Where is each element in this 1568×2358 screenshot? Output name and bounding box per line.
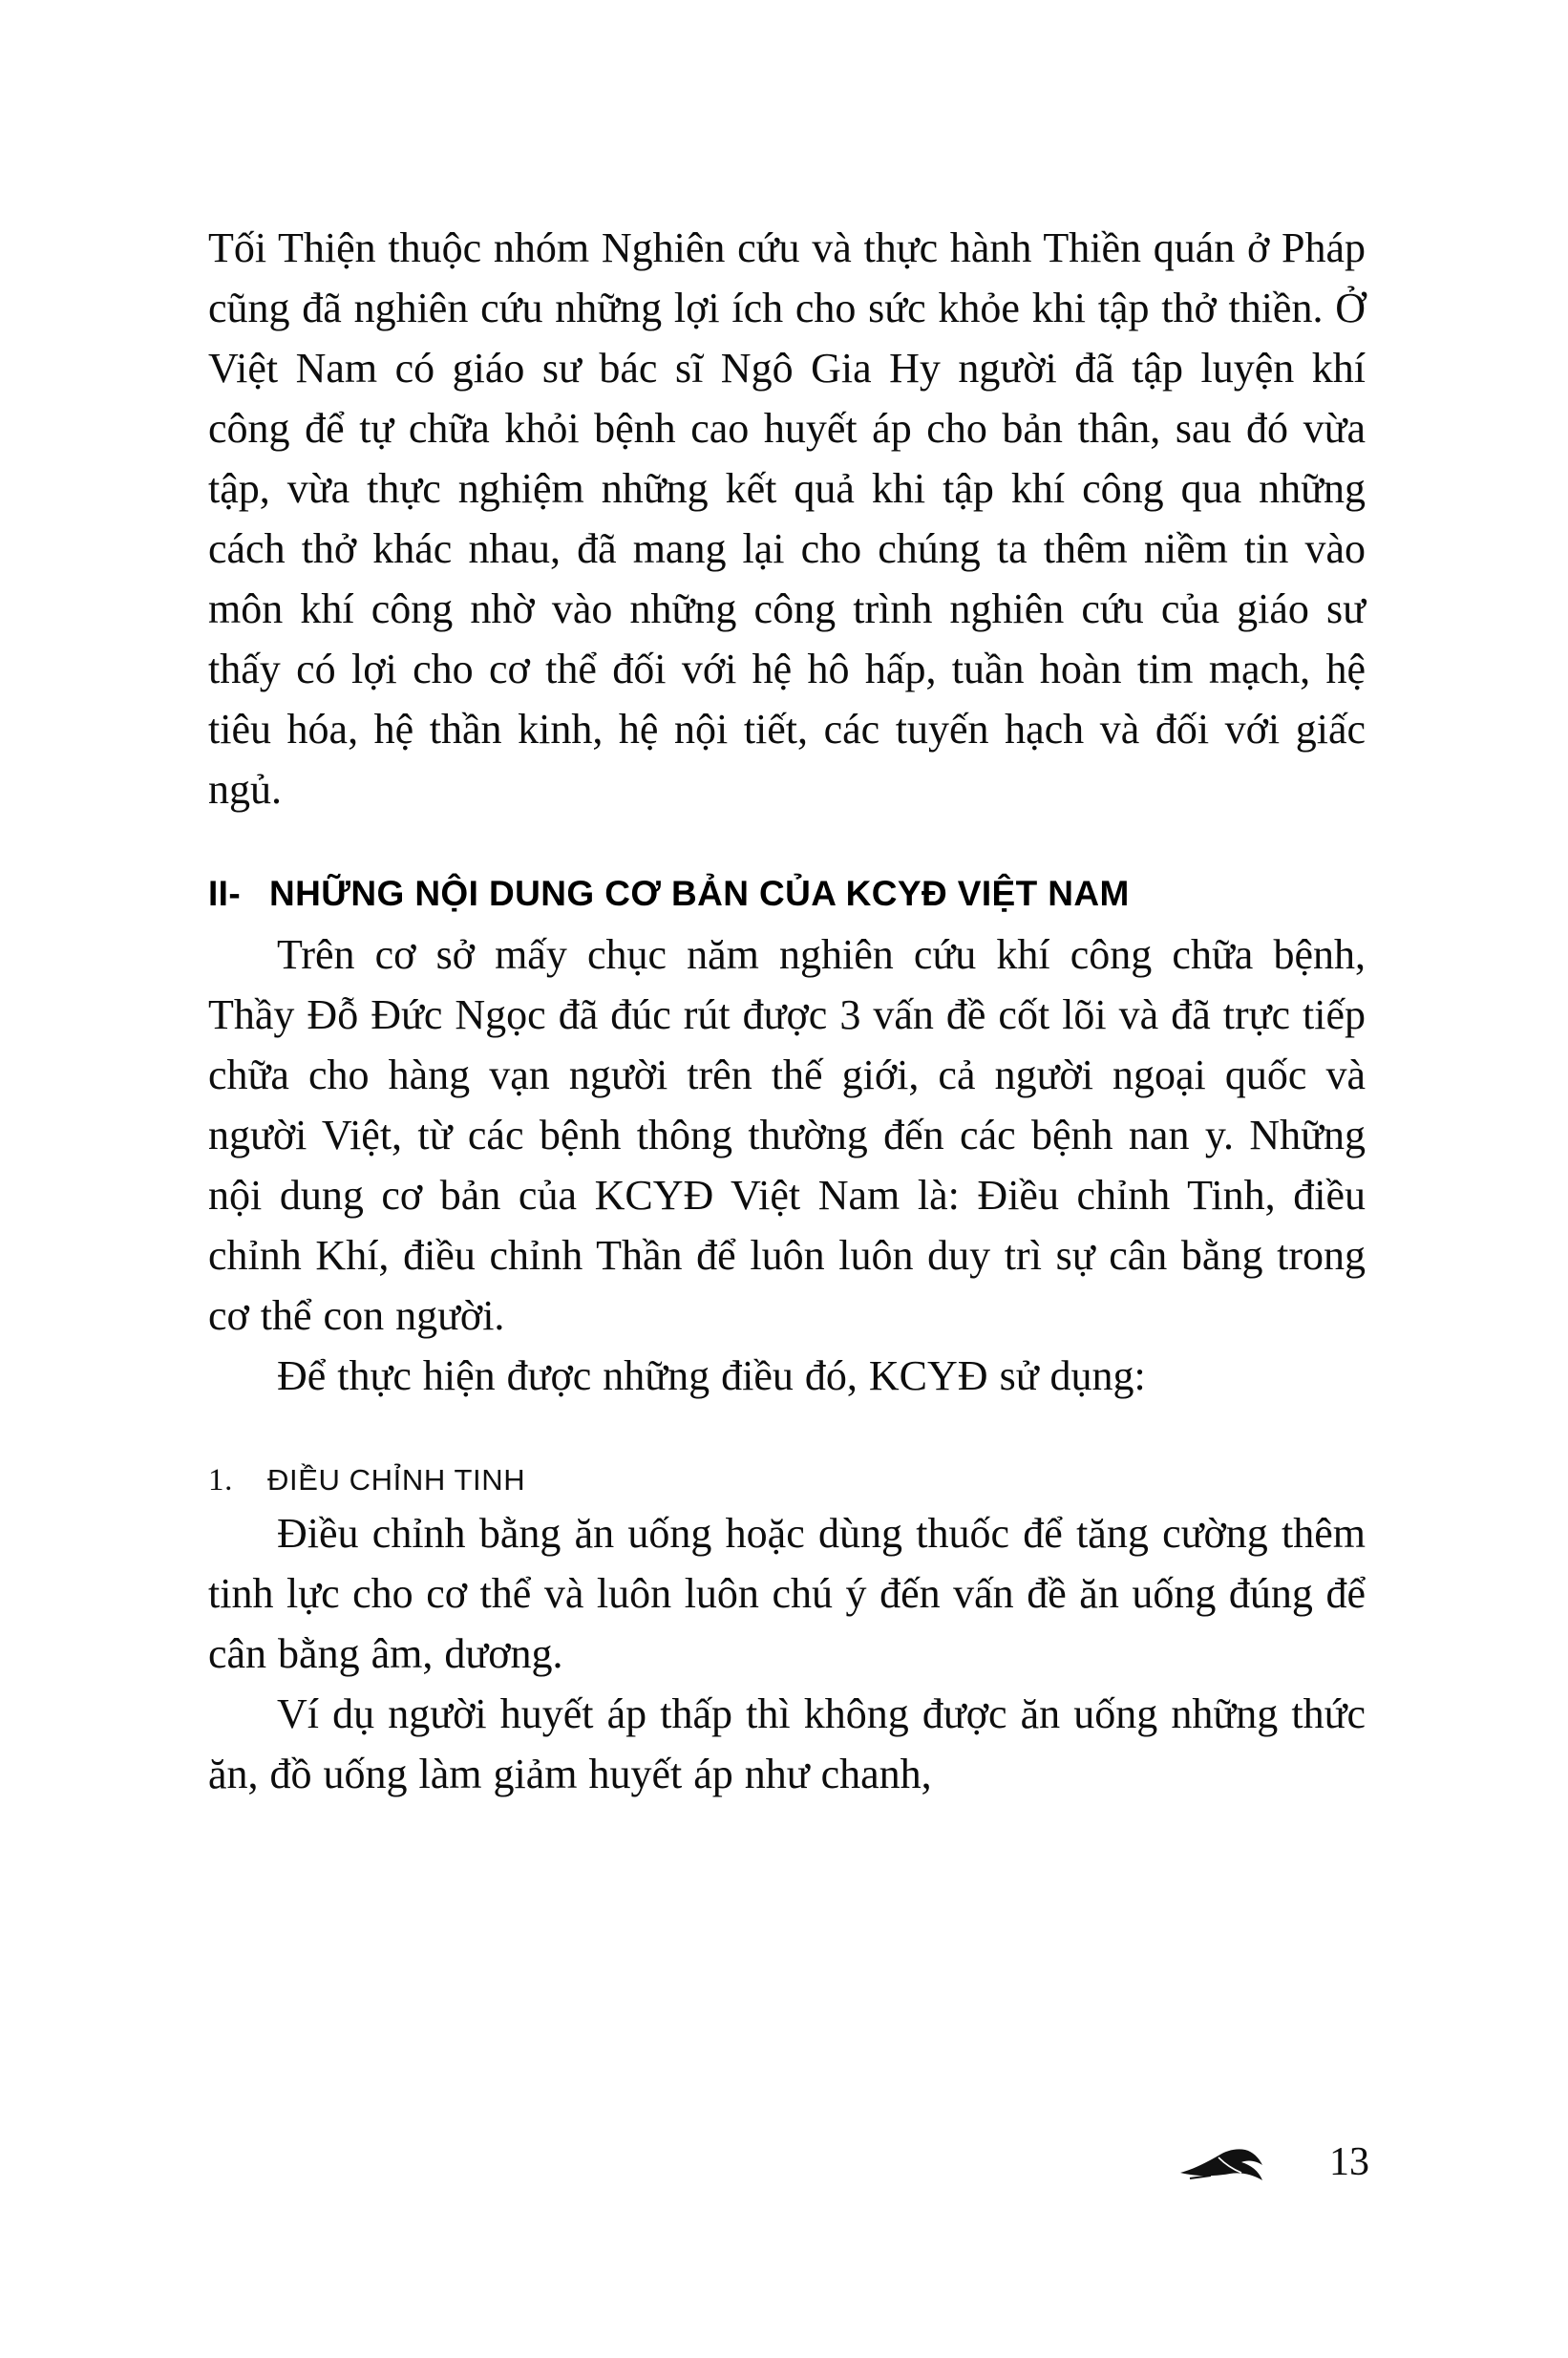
page-content (208, 218, 1366, 1804)
section-heading (208, 869, 1366, 919)
subsection-heading (208, 1459, 1366, 1501)
section-number: II- (208, 874, 242, 913)
paragraph-section-lead: Để thực hiện được những điều đó, KCYĐ sử dụng: (277, 1352, 1146, 1399)
subsection-title: ĐIỀU CHỈNH TINH (267, 1463, 526, 1497)
paragraph-section-body: Trên cơ sở mấy chục năm nghiên cứu khí công chữa bệnh, Thầy Đỗ Đức Ngọc đã đúc rút được 3 vấn đề cốt lõi và đã trực tiếp chữa cho hàng vạn người trên thế giới, cả người ngoại quốc và người Việt, từ các bệnh thông thường đến các bệnh nan y. Những nội dung cơ bản của KCYĐ Việt Nam là: Điều chỉnh Tinh, điều chỉnh Khí, điều chỉnh Thần để luôn luôn duy trì sự cân bằng trong cơ thể con người. (208, 931, 1366, 1339)
swallow-bird-ornament-icon (1176, 2144, 1282, 2188)
page-number: 13 (1329, 2140, 1369, 2184)
paragraph-subsection-example: Ví dụ người huyết áp thấp thì không được ăn uống những thức ăn, đồ uống làm giảm huyết áp như chanh, (208, 1690, 1366, 1797)
paragraph-intro: Tối Thiện thuộc nhóm Nghiên cứu và thực hành Thiền quán ở Pháp cũng đã nghiên cứu những lợi ích cho sức khỏe khi tập thở thiền. Ở Việt Nam có giáo sư bác sĩ Ngô Gia Hy người đã tập luyện khí công để tự chữa khỏi bệnh cao huyết áp cho bản thân, sau đó vừa tập, vừa thực nghiệm những kết quả khi tập khí công qua những cách thở khác nhau, đã mang lại cho chúng ta thêm niềm tin vào môn khí công nhờ vào những công trình nghiên cứu của giáo sư thấy có lợi cho cơ thể đối với hệ hô hấp, tuần hoàn tim mạch, hệ tiêu hóa, hệ thần kinh, hệ nội tiết, các tuyến hạch và đối với giấc ngủ. (208, 224, 1366, 813)
paragraph-subsection-body: Điều chỉnh bằng ăn uống hoặc dùng thuốc để tăng cường thêm tinh lực cho cơ thể và luôn luôn chú ý đến vấn đề ăn uống đúng để cân bằng âm, dương. (208, 1510, 1366, 1677)
subsection-number: 1. (208, 1463, 233, 1498)
section-title: NHỮNG NỘI DUNG CƠ BẢN CỦA KCYĐ VIỆT NAM (269, 874, 1130, 913)
